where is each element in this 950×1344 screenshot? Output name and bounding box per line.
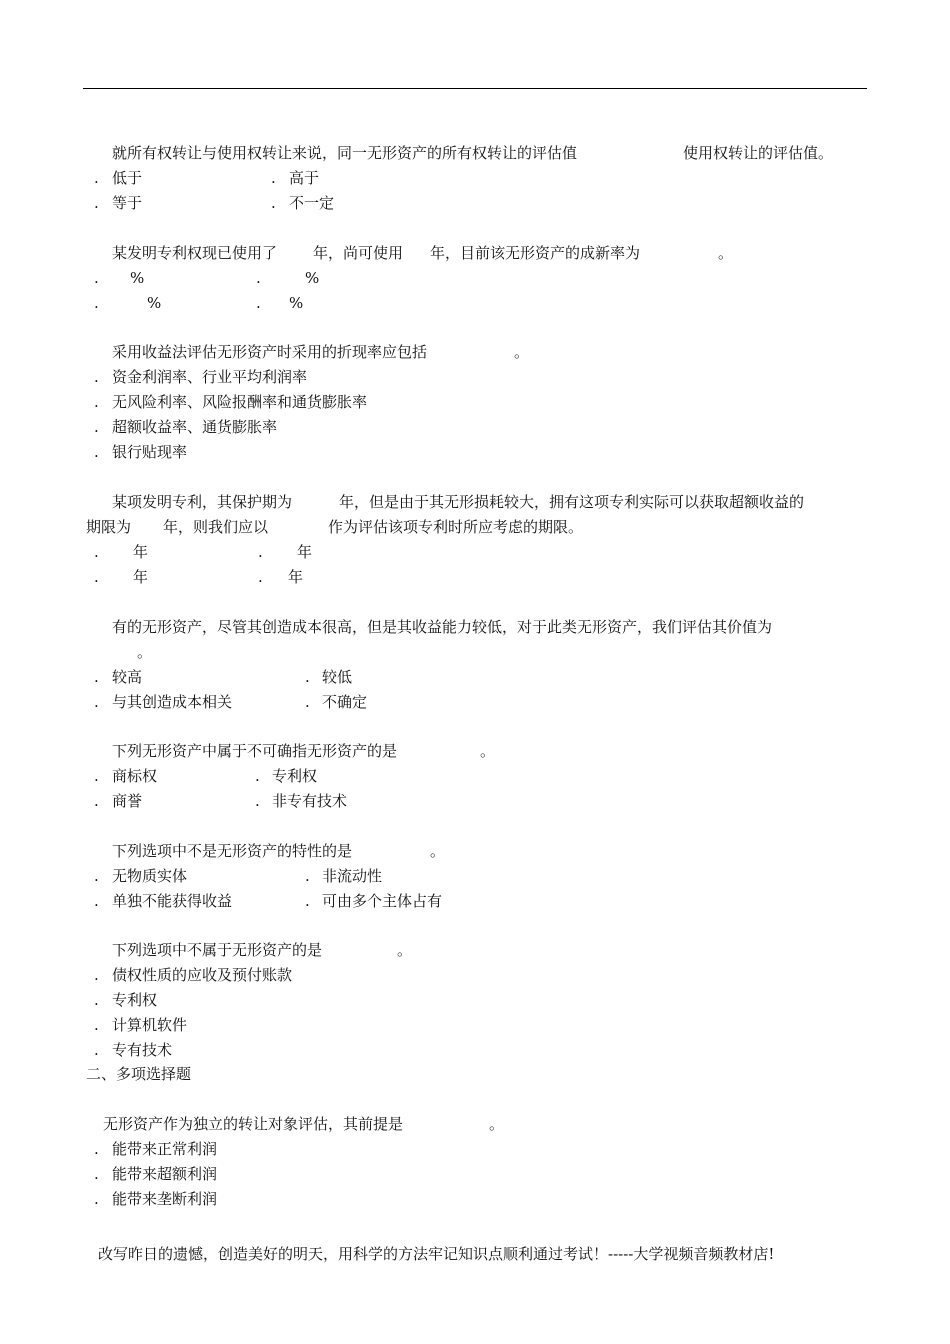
q4-stem-line2: 期限为	[86, 518, 132, 536]
q7-option-b: 非流动性	[322, 867, 383, 885]
q1-stem-cont: 使用权转让的评估值。	[683, 144, 834, 162]
q5-option-d: 不确定	[322, 693, 368, 711]
q4-stem-cont: 年，但是由于其无形损耗较大，拥有这项专利实际可以获取超额收益的	[339, 493, 805, 511]
option-dot: .	[94, 294, 99, 312]
q1-stem: 就所有权转让与使用权转让来说，同一无形资产的所有权转让的评估值	[112, 144, 578, 162]
option-dot: .	[94, 1165, 99, 1183]
option-dot: .	[94, 194, 99, 212]
q4-option-a: 年	[133, 543, 149, 561]
q7-option-a: 无物质实体	[112, 867, 188, 885]
q6-option-c: 商誉	[112, 792, 143, 810]
option-dot: .	[305, 693, 310, 711]
option-dot: .	[94, 1140, 99, 1158]
header-rule	[83, 88, 867, 89]
q3-option-d: 银行贴现率	[112, 443, 188, 461]
option-dot: .	[94, 568, 99, 586]
q2-stem-end: 。	[718, 244, 734, 262]
q5-option-a: 较高	[112, 668, 143, 686]
q2-option-c: %	[147, 294, 162, 312]
q3-option-a: 资金利润率、行业平均利润率	[112, 368, 308, 386]
q2-option-d: %	[289, 294, 304, 312]
q1-option-b: 高于	[289, 169, 320, 187]
option-dot: .	[255, 792, 260, 810]
q2-option-a: %	[130, 269, 145, 287]
m1-option-c: 能带来垄断利润	[112, 1190, 218, 1208]
q8-option-a: 债权性质的应收及预付账款	[112, 966, 293, 984]
q1-option-c: 等于	[112, 194, 143, 212]
option-dot: .	[94, 543, 99, 561]
option-dot: .	[305, 892, 310, 910]
option-dot: .	[94, 269, 99, 287]
q4-option-d: 年	[288, 568, 304, 586]
q7-option-c: 单独不能获得收益	[112, 892, 233, 910]
option-dot: .	[94, 966, 99, 984]
option-dot: .	[94, 668, 99, 686]
q6-stem: 下列无形资产中属于不可确指无形资产的是	[112, 742, 398, 760]
q6-option-a: 商标权	[112, 767, 158, 785]
q8-stem-end: 。	[397, 941, 413, 959]
q2-option-b: %	[305, 269, 320, 287]
option-dot: .	[255, 767, 260, 785]
option-dot: .	[94, 867, 99, 885]
q3-stem: 采用收益法评估无形资产时采用的折现率应包括	[112, 343, 428, 361]
option-dot: .	[258, 568, 263, 586]
option-dot: .	[258, 543, 263, 561]
q3-option-c: 超额收益率、通货膨胀率	[112, 418, 278, 436]
option-dot: .	[94, 892, 99, 910]
option-dot: .	[305, 668, 310, 686]
q3-option-b: 无风险利率、风险报酬率和通货膨胀率	[112, 393, 368, 411]
q6-option-d: 非专有技术	[272, 792, 348, 810]
option-dot: .	[94, 991, 99, 1009]
q1-option-d: 不一定	[289, 194, 335, 212]
q7-option-d: 可由多个主体占有	[322, 892, 443, 910]
q4-option-c: 年	[133, 568, 149, 586]
q8-option-b: 专利权	[112, 991, 158, 1009]
q8-stem: 下列选项中不属于无形资产的是	[112, 941, 323, 959]
option-dot: .	[94, 393, 99, 411]
option-dot: .	[94, 792, 99, 810]
option-dot: .	[271, 194, 276, 212]
q5-option-b: 较低	[322, 668, 353, 686]
q5-stem-end: 。	[137, 643, 153, 661]
q4-stem-cont: 年，则我们应以	[163, 518, 269, 536]
q3-stem-end: 。	[514, 343, 530, 361]
q8-option-c: 计算机软件	[112, 1016, 188, 1034]
q8-option-d: 专有技术	[112, 1041, 173, 1059]
option-dot: .	[94, 693, 99, 711]
q5-stem: 有的无形资产，尽管其创造成本很高，但是其收益能力较低，对于此类无形资产，我们评估其价值为	[112, 618, 773, 636]
m1-option-b: 能带来超额利润	[112, 1165, 218, 1183]
q4-stem-cont: 作为评估该项专利时所应考虑的期限。	[328, 518, 584, 536]
q2-stem-cont: 年，尚可使用	[313, 244, 404, 262]
q7-stem-end: 。	[430, 842, 446, 860]
q6-option-b: 专利权	[272, 767, 318, 785]
option-dot: .	[271, 169, 276, 187]
option-dot: .	[94, 1190, 99, 1208]
option-dot: .	[94, 169, 99, 187]
option-dot: .	[94, 418, 99, 436]
q4-option-b: 年	[297, 543, 313, 561]
q5-option-c: 与其创造成本相关	[112, 693, 233, 711]
m1-option-a: 能带来正常利润	[112, 1140, 218, 1158]
q7-stem: 下列选项中不是无形资产的特性的是	[112, 842, 353, 860]
q2-stem: 某发明专利权现已使用了	[112, 244, 278, 262]
option-dot: .	[94, 443, 99, 461]
option-dot: .	[94, 767, 99, 785]
m1-stem: 无形资产作为独立的转让对象评估，其前提是	[103, 1115, 404, 1133]
q6-stem-end: 。	[480, 742, 496, 760]
option-dot: .	[256, 269, 261, 287]
section-heading-multiple-choice: 二、多项选择题	[86, 1065, 192, 1083]
option-dot: .	[94, 368, 99, 386]
q4-stem: 某项发明专利，其保护期为	[112, 493, 293, 511]
option-dot: .	[305, 867, 310, 885]
option-dot: .	[94, 1016, 99, 1034]
option-dot: .	[94, 1041, 99, 1059]
m1-stem-end: 。	[489, 1115, 505, 1133]
option-dot: .	[256, 294, 261, 312]
q1-option-a: 低于	[112, 169, 143, 187]
page-footer: 改写昨日的遗憾，创造美好的明天，用科学的方法牢记知识点顺利通过考试！-----大学视频音频教材店!	[98, 1245, 775, 1263]
q2-stem-cont: 年，目前该无形资产的成新率为	[430, 244, 641, 262]
